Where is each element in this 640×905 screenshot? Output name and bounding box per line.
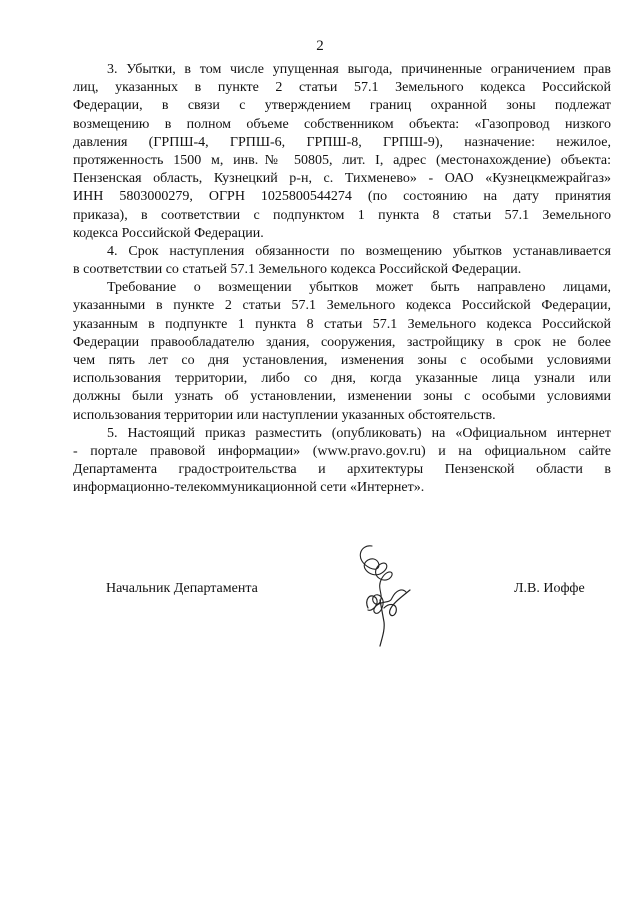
text-line: Федерации, в связи с утверждением границ охранной зоны подлежат (73, 98, 611, 114)
page-number: 2 (316, 38, 324, 54)
text-line: использования территории, либо со дня, когда указанные лица узнали или (73, 371, 611, 387)
text-line: ИНН 5803000279, ОГРН 1025800544274 (по состоянию на дату принятия (73, 189, 611, 205)
signer-name: Л.В. Иоффе (514, 581, 585, 596)
signer-position: Начальник Департамента (106, 581, 258, 596)
text-line: чем пять лет со дня установления, изменения зоны с особыми условиями (73, 353, 611, 368)
text-line: 3. Убытки, в том числе упущенная выгода, причиненные ограничением прав (107, 62, 611, 77)
text-line: кодекса Российской Федерации. (73, 225, 264, 241)
text-line: лиц, указанных в пункте 2 статьи 57.1 Земельного кодекса Российской (73, 80, 611, 96)
text-line: 4. Срок наступления обязанности по возмещению убытков устанавливается (107, 243, 611, 259)
text-line: Требование о возмещении убытков может быть направлено лицами, (107, 280, 611, 296)
text-line: указанными в пункте 2 статьи 57.1 Земельного кодекса Российской Федерации, (73, 298, 611, 314)
text-line: давления (ГРПШ-4, ГРПШ-6, ГРПШ-8, ГРПШ-9), назначение: нежилое, (73, 134, 611, 150)
paragraph-4 (73, 243, 611, 279)
paragraph-5 (73, 425, 611, 498)
text-line: - портале правовой информации» (www.pravo.gov.ru) и на официальном сайте (73, 443, 611, 459)
text-line: использования территории или наступлении указанных обстоятельств. (73, 407, 496, 423)
text-line: Департамента градостроительства и архитектуры Пензенской области в (73, 462, 611, 478)
text-line: протяженность 1500 м, инв.№ 50805, лит. I, адрес (местонахождение) объекта: (73, 152, 611, 168)
paragraph-3 (73, 61, 611, 243)
text-line: должны были узнать об установлении, изменении зоны с особыми условиями (73, 389, 611, 405)
text-line: Федерации правообладателю здания, сооружения, застройщику в срок не более (73, 334, 611, 350)
text-line: указанным в подпункте 1 пункта 8 статьи 57.1 Земельного кодекса Российской (73, 316, 611, 332)
text-line: информационно-телекоммуникационной сети «Интернет». (73, 480, 425, 496)
text-line: Пензенская область, Кузнецкий р-н, с. Тихменево» - ОАО «Кузнецкмежрайгаз» (73, 171, 611, 187)
text-line: приказа), в соответствии с подпунктом 1 пункта 8 статьи 57.1 Земельного (73, 207, 611, 223)
paragraph-claim (73, 279, 611, 425)
text-line: в соответствии со статьей 57.1 Земельного кодекса Российской Федерации. (73, 262, 522, 278)
text-line: 5. Настоящий приказ разместить (опубликовать) на «Официальном интернет (107, 425, 611, 441)
document-body (73, 61, 611, 498)
text-line: возмещению в полном объеме собственником объекта: «Газопровод низкого (73, 116, 611, 132)
handwritten-signature (340, 538, 420, 658)
